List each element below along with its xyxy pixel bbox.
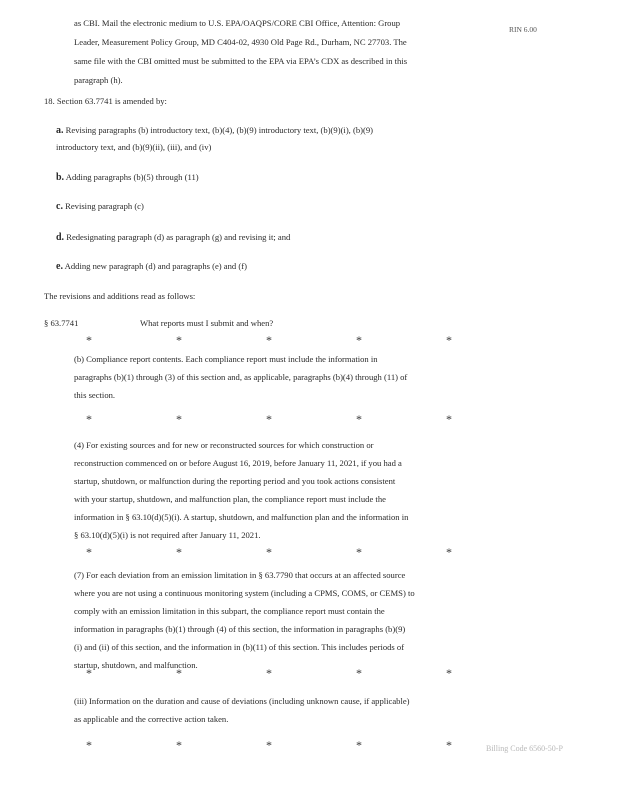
omission-star: *: [446, 738, 452, 752]
section-title: What reports must I submit and when?: [140, 318, 274, 328]
paragraph-b4-line-6: § 63.10(d)(5)(i) is not required after January 11, 2021.: [74, 530, 261, 540]
header-doc-code: RIN 6.00: [509, 25, 537, 34]
omission-star: *: [86, 738, 92, 752]
instruction-marker: a.: [56, 125, 64, 136]
amendment-number: 18.: [44, 96, 55, 106]
omission-star: *: [446, 666, 452, 680]
omission-star: *: [176, 545, 182, 559]
intro-line-1: as CBI. Mail the electronic medium to U.S. EPA/OAQPS/CORE CBI Office, Attention: Group: [74, 18, 401, 28]
omission-star: *: [356, 738, 362, 752]
omission-star: *: [86, 412, 92, 426]
amendment-text: Section 63.7741 is amended by:: [56, 96, 167, 106]
instruction-text: Redesignating paragraph (d) as paragraph (g) and revising it; and: [66, 232, 291, 242]
omission-star: *: [356, 412, 362, 426]
instruction-text: Revising paragraphs (b) introductory text, (b)(4), (b)(9) introductory text, (b)(9)(i), (b)(9): [65, 125, 374, 135]
omission-star: *: [266, 666, 272, 680]
paragraph-b4-line-2: reconstruction commenced on or before August 16, 2019, before January 11, 2021, if you had a: [74, 458, 402, 468]
omission-star: *: [356, 545, 362, 559]
paragraph-b7-line-1: (7) For each deviation from an emission limitation in § 63.7790 that occurs at an affected source: [74, 570, 406, 580]
instruction-text: Revising paragraph (c): [65, 201, 144, 211]
omission-star: *: [176, 333, 182, 347]
footer-faint-text: Billing Code 6560-50-P: [486, 744, 563, 753]
instruction-text: Adding paragraphs (b)(5) through (11): [65, 172, 199, 182]
omission-star: *: [266, 738, 272, 752]
paragraph-b7-line-5: (i) and (ii) of this section, and the information in (b)(11) of this section. This includes periods of: [74, 642, 405, 652]
paragraph-b7-line-2: where you are not using a continuous monitoring system (including a CPMS, COMS, or CEMS) to: [74, 588, 415, 598]
omission-star: *: [356, 333, 362, 347]
paragraph-b-line-3: this section.: [74, 390, 116, 400]
paragraph-b7-line-3: comply with an emission limitation in this subpart, the compliance report must contain the: [74, 606, 385, 616]
omission-star: *: [446, 545, 452, 559]
instruction-d: [56, 228, 290, 247]
omission-star: *: [266, 545, 272, 559]
paragraph-b9iii-line-1: (iii) Information on the duration and cause of deviations (including unknown cause, if applicable): [74, 696, 410, 706]
omission-star: *: [176, 666, 182, 680]
instruction-e: [56, 257, 247, 276]
paragraph-b4-line-5: information in § 63.10(d)(5)(i). A startup, shutdown, and malfunction plan and the information in: [74, 512, 409, 522]
omission-stars-row: [0, 412, 618, 426]
instruction-marker: e.: [56, 261, 63, 272]
instruction-c: [56, 197, 144, 216]
omission-star: *: [176, 412, 182, 426]
intro-line-2: Leader, Measurement Policy Group, MD C404-02, 4930 Old Page Rd., Durham, NC 27703. The: [74, 37, 407, 47]
omission-star: *: [446, 412, 452, 426]
intro-line-4: paragraph (h).: [74, 75, 123, 85]
paragraph-b4-line-4: with your startup, shutdown, and malfunction plan, the compliance report must include the: [74, 494, 386, 504]
omission-star: *: [266, 333, 272, 347]
omission-star: *: [446, 333, 452, 347]
omission-star: *: [86, 666, 92, 680]
omission-star: *: [86, 545, 92, 559]
paragraph-b4-line-3: startup, shutdown, or malfunction during the reporting period and you took actions consistent: [74, 476, 396, 486]
revisions-intro: The revisions and additions read as follows:: [44, 291, 196, 301]
paragraph-b4-line-1: (4) For existing sources and for new or reconstructed sources for which construction or: [74, 440, 374, 450]
instruction-text: Adding new paragraph (d) and paragraphs (e) and (f): [64, 261, 247, 271]
omission-star: *: [86, 333, 92, 347]
omission-stars-row: [0, 666, 618, 680]
paragraph-b7-line-4: information in paragraphs (b)(1) through (4) of this section, the information in paragraphs (b)(9): [74, 624, 406, 634]
instruction-b: [56, 168, 199, 187]
amendment-instruction: [44, 92, 167, 111]
instruction-a-continued: introductory text, and (b)(9)(ii), (iii), and (iv): [56, 142, 212, 152]
paragraph-b9iii-line-2: as applicable and the corrective action taken.: [74, 714, 229, 724]
omission-stars-row: [0, 545, 618, 559]
omission-star: *: [356, 666, 362, 680]
omission-star: *: [176, 738, 182, 752]
paragraph-b-line-2: paragraphs (b)(1) through (3) of this section and, as applicable, paragraphs (b)(4) through (11) of: [74, 372, 408, 382]
section-number: § 63.7741: [44, 318, 79, 328]
omission-stars-row: [0, 333, 618, 347]
instruction-marker: b.: [56, 172, 65, 183]
instruction-marker: d.: [56, 232, 65, 243]
instruction-marker: c.: [56, 201, 63, 212]
omission-star: *: [266, 412, 272, 426]
paragraph-b-line-1: (b) Compliance report contents. Each compliance report must include the information in: [74, 354, 378, 364]
paragraph-b7-line-6: startup, shutdown, and malfunction.: [74, 660, 198, 670]
intro-line-3: same file with the CBI omitted must be submitted to the EPA via EPA’s CDX as described in this: [74, 56, 408, 66]
